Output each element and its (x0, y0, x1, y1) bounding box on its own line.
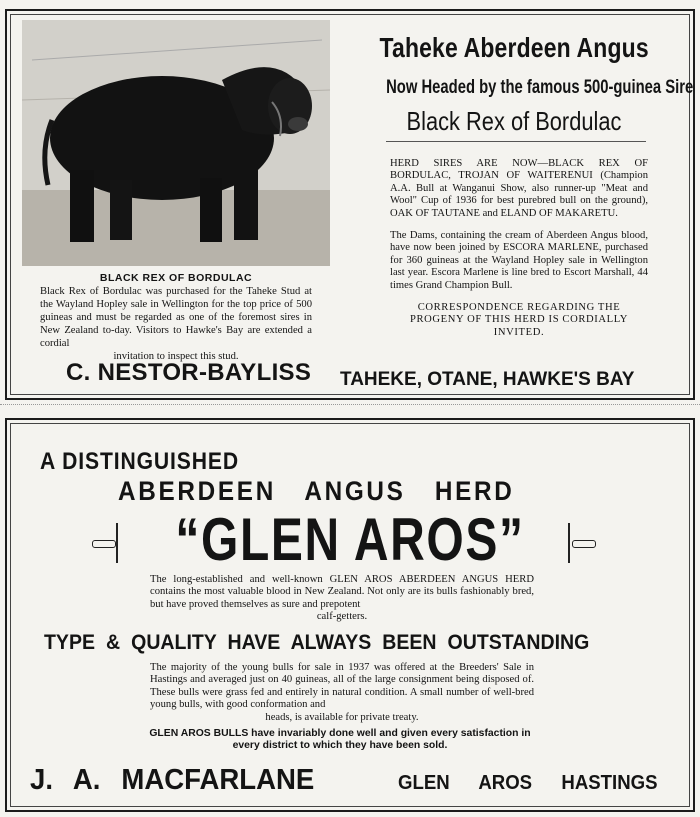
caption-title: BLACK REX OF BORDULAC (99, 272, 253, 284)
ad-title: Taheke Aberdeen Angus (379, 32, 649, 63)
herd-sires-paragraph: HERD SIRES ARE NOW—BLACK REX OF BORDULAC, TROJAN OF WAITERENUI (Champion A.A. Bull at Wanganui Show, also runner-up "Meat and Wool" Cup of 1936 for best purebred bull on the ground), OAK OF TAUTANE and ELAND OF MAKARETU. (390, 158, 648, 219)
caption-end: invitation to inspect this stud. (113, 351, 239, 362)
heading-line-2: ABERDEEN ANGUS HERD (118, 476, 515, 506)
sale-end: heads, is available for private treaty. (265, 711, 419, 723)
ornament-right-bar (572, 540, 596, 548)
sire-name: Black Rex of Bordulac (406, 106, 622, 136)
photo-caption (40, 272, 312, 363)
bull-image (22, 20, 330, 266)
ornament-right-rule (568, 523, 570, 563)
title-rule (386, 141, 646, 142)
dams-paragraph: The Dams, containing the cream of Aberdeen Angus blood, have now been joined by ESCORA MARLENE, purchased for 360 guineas at the Wayland Hopley sale in Wellington last year. Escora Marlene is line bred to Escort Marshall, 44 times Grand Champion Bull. (390, 230, 648, 291)
ad-subtitle: Now Headed by the famous 500-guinea Sire (386, 77, 694, 98)
stud-address: TAHEKE, OTANE, HAWKE'S BAY (340, 369, 635, 390)
herd-intro-text: The long-established and well-known GLEN AROS ABERDEEN ANGUS HERD contains the most valuable blood in New Zealand. Not only are its bulls fashionably bred, but have proved themselves as sure and prepotent (150, 574, 534, 610)
sale-text: The majority of the young bulls for sale in 1937 was offered at the Breeders' Sale in Hastings and averaged just on 40 guineas, all of the large consignment being disposed of. These bulls were grass fed and entirely in natural condition. A small number of well-bred young bulls, with good conformation and (150, 662, 534, 711)
correspondence-note: CORRESPONDENCE REGARDING THE PROGENY OF THIS HERD IS CORDIALLY INVITED. (410, 302, 628, 338)
bull-photo (22, 20, 330, 266)
herd-intro-end: calf-getters. (316, 611, 368, 623)
quality-banner: TYPE & QUALITY HAVE ALWAYS BEEN OUTSTANDING (44, 631, 590, 654)
caption-body: Black Rex of Bordulac was purchased for the Taheke Stud at the Wayland Hopley sale in Wellington for the top price of 500 guineas and must be regarded as one of the foremost sires in New Zealand to-day. Visitors to Hawke's Bay are extended a cordial (40, 286, 312, 349)
heading-line-1: A DISTINGUISHED (40, 448, 239, 475)
page-divider (0, 404, 700, 405)
herd-name: “GLEN AROS” (175, 506, 525, 573)
owner-name: C. NESTOR-BAYLISS (66, 359, 312, 386)
ornament-left-rule (116, 523, 118, 563)
ornament-left-bar (92, 540, 116, 548)
herd-address: GLEN AROS HASTINGS (398, 772, 658, 794)
owner-name-2: J. A. MACFARLANE (30, 764, 315, 796)
bulls-note: GLEN AROS BULLS have invariably done well and given every satisfaction in every district to which they have been sold. (149, 728, 531, 752)
herd-intro-paragraph (150, 574, 534, 624)
sale-paragraph (150, 662, 534, 724)
herd-description (390, 158, 648, 339)
